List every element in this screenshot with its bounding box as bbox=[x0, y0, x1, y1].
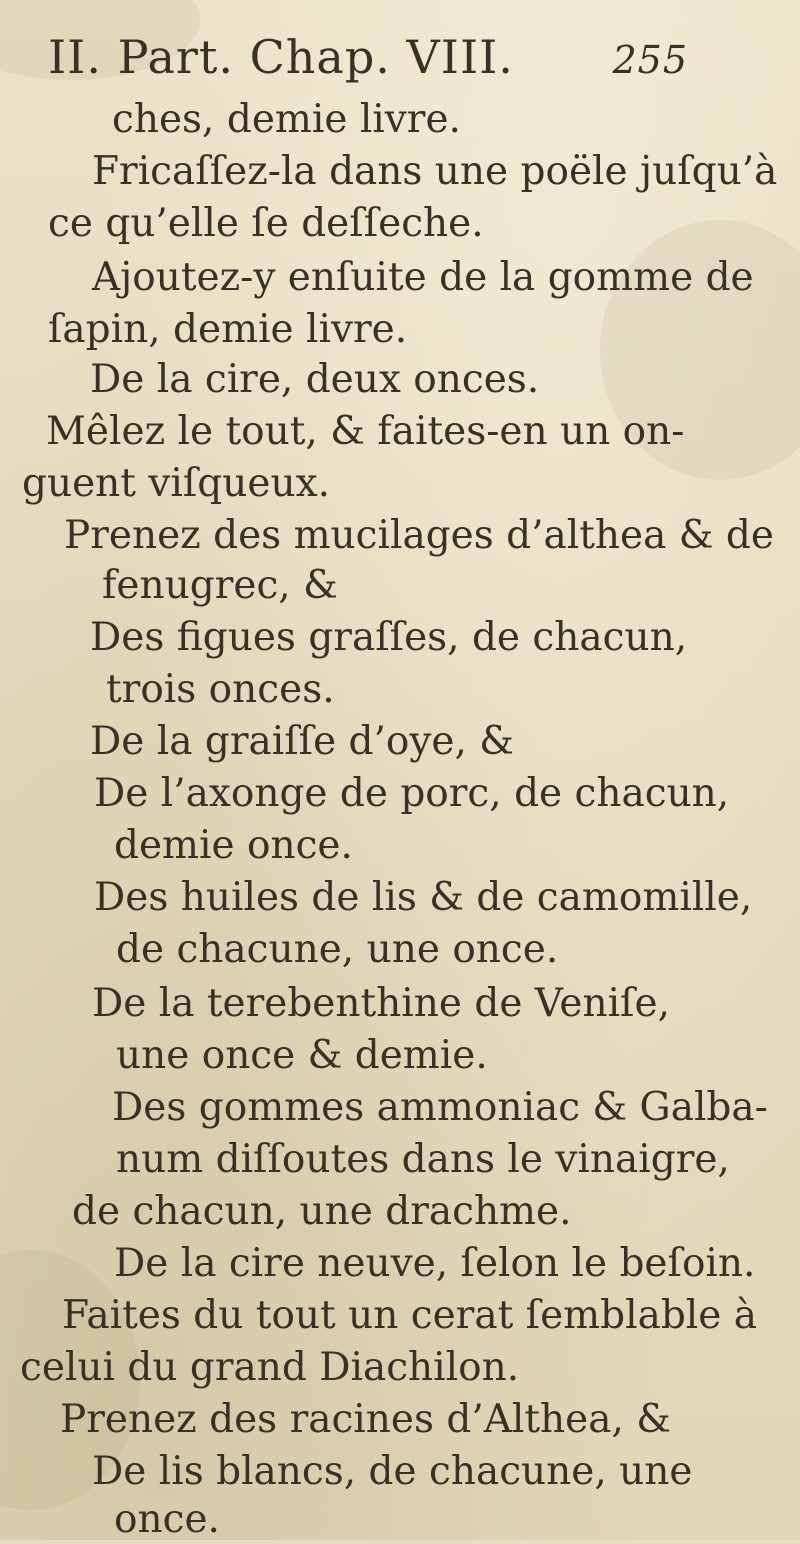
text-line: Des gommes ammoniac & Galba- bbox=[112, 1085, 768, 1130]
running-title: II. Part. Chap. VIII. bbox=[48, 30, 514, 84]
text-line: guent viſqueux. bbox=[22, 461, 330, 506]
text-line: ſapin, demie livre. bbox=[48, 307, 408, 352]
text-line: num diſſoutes dans le vinaigre, bbox=[116, 1137, 730, 1182]
text-line: une once & demie. bbox=[116, 1033, 488, 1078]
text-line: Prenez des racines d’Althea, & bbox=[60, 1397, 672, 1442]
text-line: Prenez des mucilages d’althea & de bbox=[64, 513, 774, 558]
text-line: De la graiſſe d’oye, & bbox=[90, 719, 515, 764]
text-line: Des huiles de lis & de camomille, bbox=[94, 875, 753, 920]
text-line: demie once. bbox=[114, 823, 353, 868]
text-line: celui du grand Diachilon. bbox=[20, 1345, 520, 1390]
text-line: De lis blancs, de chacune, une bbox=[92, 1449, 693, 1494]
running-head bbox=[48, 30, 688, 94]
text-line: De la terebenthine de Veniſe, bbox=[92, 981, 670, 1026]
text-line: de chacune, une once. bbox=[116, 927, 559, 972]
text-line: fenugrec, & bbox=[102, 563, 338, 608]
text-line: Des figues graſſes, de chacun, bbox=[90, 615, 688, 660]
text-line: ches, demie livre. bbox=[112, 97, 461, 142]
text-line: once. bbox=[114, 1497, 220, 1542]
text-line: De la cire neuve, ſelon le beſoin. bbox=[114, 1241, 756, 1286]
text-line: trois onces. bbox=[106, 667, 335, 712]
text-line: De l’axonge de porc, de chacun, bbox=[94, 771, 730, 816]
text-line: de chacun, une drachme. bbox=[72, 1189, 572, 1234]
text-line: ce qu’elle ſe deſſeche. bbox=[48, 201, 484, 246]
text-line: Faites du tout un cerat ſemblable à bbox=[62, 1293, 757, 1338]
text-line: Mêlez le tout, & faites-en un on- bbox=[46, 409, 685, 454]
text-line: Ajoutez-y enſuite de la gomme de bbox=[92, 255, 754, 300]
page-number: 255 bbox=[612, 38, 688, 82]
text-line: Fricaſſez-la dans une poële juſqu’à bbox=[92, 149, 778, 194]
text-line: De la cire, deux onces. bbox=[90, 357, 540, 402]
